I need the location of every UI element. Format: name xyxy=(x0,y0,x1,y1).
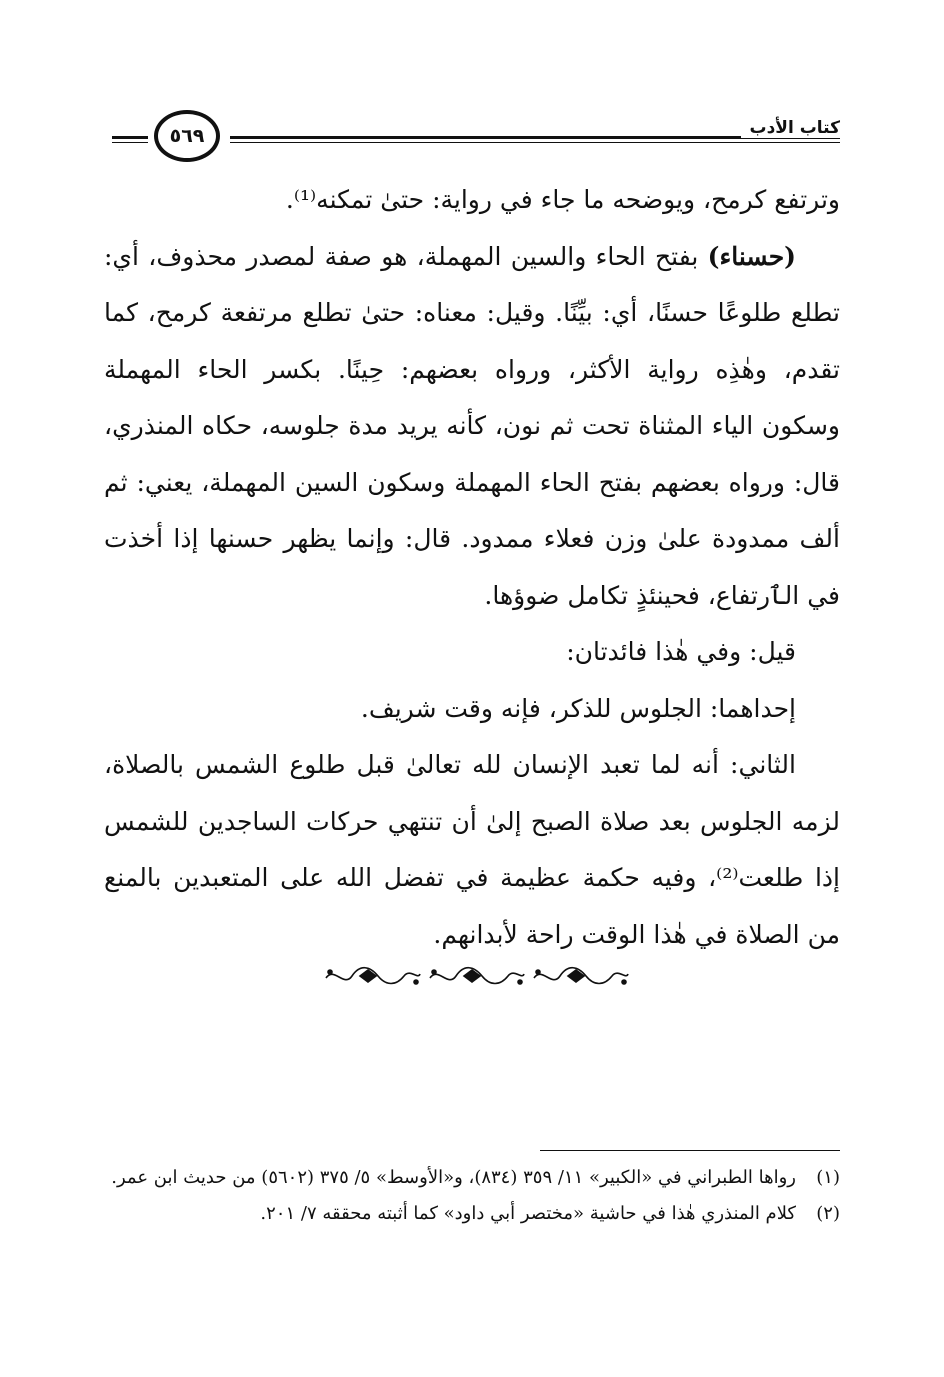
floral-divider-segment xyxy=(326,968,420,984)
term-hasna: (حسناء) xyxy=(707,241,796,271)
main-text xyxy=(104,172,840,963)
running-title: كتاب الأدب xyxy=(741,118,840,138)
floral-divider-icon xyxy=(320,958,630,994)
paragraph-5: الثاني: أنه لما تعبد الإنسان لله تعالىٰ قبل طلوع الشمس بالصلاة، لزمه الجلوس بعد صلاة الصبح إلىٰ أن تنتهي حركات الساجدين للشمس إذا طلعت⁽²⁾، وفيه حكمة عظيمة في تفضل الله على المتعبدين بالمنع من الصلاة في هٰذا الوقت راحة لأبدانهم. xyxy=(104,750,840,949)
floral-divider-segment xyxy=(430,968,524,984)
floral-divider-segment xyxy=(534,968,628,984)
footnote-2-text: كلام المنذري هٰذا في حاشية «مختصر أبي داود» كما أثبته محققه ٧/ ٢٠١. xyxy=(260,1203,796,1224)
page-header xyxy=(112,108,840,164)
page-number-frame xyxy=(148,108,230,168)
footnote-1-text: رواها الطبراني في «الكبير» ١١/ ٣٥٩ (٨٣٤)، و«الأوسط» ٥/ ٣٧٥ (٥٦٠٢) من حديث ابن عمر. xyxy=(111,1167,796,1188)
page-number: ٥٦٩ xyxy=(154,110,220,162)
footnotes xyxy=(104,1160,840,1232)
paragraph-2 xyxy=(104,229,840,625)
paragraph-2-text: بفتح الحاء والسين المهملة، هو صفة لمصدر محذوف، أي: تطلع طلوعًا حسنًا، أي: بيِّنًا. وقيل: معناه: حتىٰ تطلع مرتفعة كرمح، كما تقدم، وهٰذِه رواية الأكثر، ورواه بعضهم: حِينًا. بكسر الحاء المهملة وسكون الياء المثناة تحت ثم نون، كأنه يريد مدة جلوسه، حكاه المنذري، قال: ورواه بعضهم بفتح الحاء المهملة وسكون السين المهملة، يعني: ثم ألف ممدودة علىٰ وزن فعلاء ممدود. قال: وإنما يظهر حسنها إذا أخذت في الٱرتفاع، فحينئذٍ تكامل ضوؤها. xyxy=(104,241,840,610)
footnote-2 xyxy=(104,1196,840,1232)
footnote-separator xyxy=(540,1150,840,1151)
paragraph-1: وترتفع كرمح، ويوضحه ما جاء في رواية: حتىٰ تمكنه⁽¹⁾. xyxy=(285,185,840,214)
footnote-1 xyxy=(104,1160,840,1196)
footnote-1-number: (١) xyxy=(816,1167,840,1188)
footnote-2-number: (٢) xyxy=(816,1203,840,1224)
paragraph-4: إحداهما: الجلوس للذكر، فإنه وقت شريف. xyxy=(360,693,796,723)
paragraph-3: قيل: وفي هٰذا فائدتان: xyxy=(566,637,796,666)
